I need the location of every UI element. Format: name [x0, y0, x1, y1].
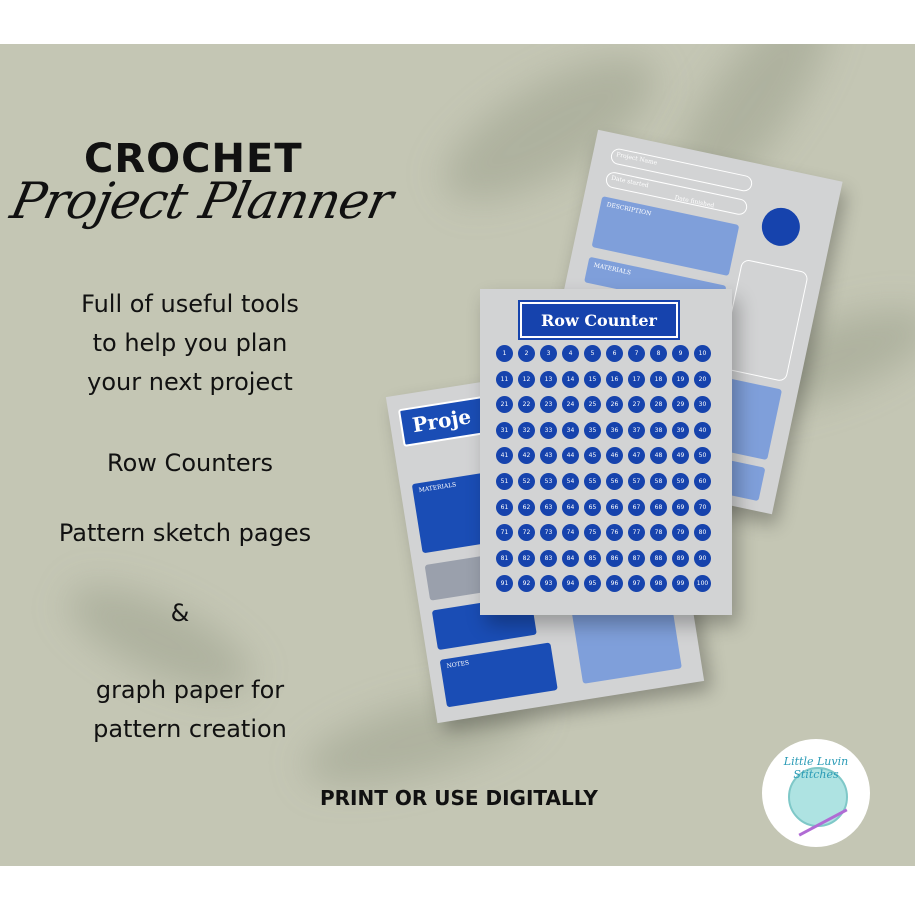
row-counter-dot: 8: [650, 345, 667, 362]
row-counter-dot: 13: [540, 371, 557, 388]
project-heading: Proje: [410, 404, 473, 438]
row-counter-dot: 25: [584, 396, 601, 413]
row-counter-dot: 18: [650, 371, 667, 388]
row-counter-dot: 30: [694, 396, 711, 413]
notes-block: [440, 642, 558, 707]
row-counter-dot: 53: [540, 473, 557, 490]
row-counter-dot: 29: [672, 396, 689, 413]
row-counter-dot: 66: [606, 499, 623, 516]
row-counter-dot: 32: [518, 422, 535, 439]
row-counter-dot: 31: [496, 422, 513, 439]
row-counter-dot: 78: [650, 524, 667, 541]
row-counter-dot: 74: [562, 524, 579, 541]
row-counter-dot: 43: [540, 447, 557, 464]
description-label: DESCRIPTION: [605, 201, 652, 218]
row-counter-dot: 84: [562, 550, 579, 567]
row-counter-dot: 17: [628, 371, 645, 388]
row-counter-dot: 4: [562, 345, 579, 362]
row-counter-dot: 51: [496, 473, 513, 490]
materials-label: MATERIALS: [593, 261, 632, 277]
row-counter-dot: 45: [584, 447, 601, 464]
row-counter-dot: 38: [650, 422, 667, 439]
headline-project-planner: Project Planner: [5, 172, 398, 230]
row-counter-dot: 99: [672, 575, 689, 592]
row-counter-dot: 50: [694, 447, 711, 464]
row-counter-dot: 44: [562, 447, 579, 464]
row-counter-dot: 76: [606, 524, 623, 541]
row-counter-dot: 36: [606, 422, 623, 439]
row-counter-dot: 16: [606, 371, 623, 388]
row-counter-dot: 3: [540, 345, 557, 362]
row-counter-dot: 28: [650, 396, 667, 413]
row-counter-dot: 83: [540, 550, 557, 567]
row-counter-dot: 5: [584, 345, 601, 362]
row-counter-dot: 91: [496, 575, 513, 592]
feature-intro-2: to help you plan: [92, 329, 288, 357]
row-counter-dot: 82: [518, 550, 535, 567]
row-counter-dot: 90: [694, 550, 711, 567]
row-counter-dot: 69: [672, 499, 689, 516]
row-counter-dot: 67: [628, 499, 645, 516]
row-counter-dot: 59: [672, 473, 689, 490]
row-counter-dot: 54: [562, 473, 579, 490]
feature-ampersand: &: [170, 599, 190, 627]
row-counter-dot: 49: [672, 447, 689, 464]
row-counter-dot: 94: [562, 575, 579, 592]
row-counter-dot: 63: [540, 499, 557, 516]
row-counter-dot: 65: [584, 499, 601, 516]
row-counter-dot: 47: [628, 447, 645, 464]
row-counter-dot: 58: [650, 473, 667, 490]
row-counter-dot: 95: [584, 575, 601, 592]
row-counter-dot: 100: [694, 575, 711, 592]
row-counter-dot: 41: [496, 447, 513, 464]
row-counter-dot: 21: [496, 396, 513, 413]
row-counter-dot: 61: [496, 499, 513, 516]
row-counter-dot: 12: [518, 371, 535, 388]
row-counter-dot: 92: [518, 575, 535, 592]
row-counter-dot: 79: [672, 524, 689, 541]
row-counter-dot: 70: [694, 499, 711, 516]
sample-box: [719, 259, 809, 383]
row-counter-dot: 93: [540, 575, 557, 592]
feature-intro-3: your next project: [87, 368, 293, 396]
row-counter-dot: 73: [540, 524, 557, 541]
headline-crochet: CROCHET: [84, 136, 303, 182]
row-counter-dot: 1: [496, 345, 513, 362]
row-counter-dot: 98: [650, 575, 667, 592]
row-counter-dot: 10: [694, 345, 711, 362]
row-counter-dot: 96: [606, 575, 623, 592]
feature-row-counters: Row Counters: [107, 449, 273, 477]
row-counter-dot: 60: [694, 473, 711, 490]
row-counter-dot: 86: [606, 550, 623, 567]
row-counter-dot: 77: [628, 524, 645, 541]
feature-intro-1: Full of useful tools: [81, 290, 299, 318]
row-counter-dot: 19: [672, 371, 689, 388]
row-counter-dot: 71: [496, 524, 513, 541]
row-counter-dot: 62: [518, 499, 535, 516]
row-counter-dot: 22: [518, 396, 535, 413]
row-counter-dot: 56: [606, 473, 623, 490]
row-counter-dot: 68: [650, 499, 667, 516]
row-counter-dot: 15: [584, 371, 601, 388]
row-counter-dot: 14: [562, 371, 579, 388]
row-counter-dot: 23: [540, 396, 557, 413]
row-counter-dot: 48: [650, 447, 667, 464]
row-counter-dot: 9: [672, 345, 689, 362]
row-counter-dot: 85: [584, 550, 601, 567]
row-counter-dot: 2: [518, 345, 535, 362]
row-counter-dot: 52: [518, 473, 535, 490]
row-counter-dot: 40: [694, 422, 711, 439]
row-counter-dot: 89: [672, 550, 689, 567]
row-counter-dot: 72: [518, 524, 535, 541]
row-counter-dot: 26: [606, 396, 623, 413]
feature-pattern-sketch: Pattern sketch pages: [58, 519, 312, 547]
feature-graph-paper-1: graph paper for: [95, 676, 285, 704]
row-counter-dot: 42: [518, 447, 535, 464]
row-counter-dot: 88: [650, 550, 667, 567]
row-counter-dot: 11: [496, 371, 513, 388]
row-counter-dot: 7: [628, 345, 645, 362]
promo-canvas: [0, 44, 915, 866]
row-counter-dot: 55: [584, 473, 601, 490]
little-luvin-stitches-logo: [762, 739, 870, 847]
row-counter-dot: 35: [584, 422, 601, 439]
row-counter-dot: 39: [672, 422, 689, 439]
row-counter-dot: 34: [562, 422, 579, 439]
project-name-label: Project Name: [615, 151, 658, 167]
row-counter-dot: 27: [628, 396, 645, 413]
feature-graph-paper-2: pattern creation: [93, 715, 287, 743]
cta-print-digital: PRINT OR USE DIGITALLY: [320, 786, 598, 810]
date-finished-label: Date finished: [673, 194, 715, 210]
row-counter-dot: 75: [584, 524, 601, 541]
row-counter-dot: 20: [694, 371, 711, 388]
row-counter-dot: 24: [562, 396, 579, 413]
row-counter-dot: 80: [694, 524, 711, 541]
row-counter-dot: 6: [606, 345, 623, 362]
row-counter-dot: 81: [496, 550, 513, 567]
row-counter-dot: 57: [628, 473, 645, 490]
row-counter-dot: 64: [562, 499, 579, 516]
materials-block-label: MATERIALS: [418, 481, 457, 495]
notes-block-label: NOTES: [446, 659, 470, 670]
row-counter-dot: 97: [628, 575, 645, 592]
row-counter-page: [480, 289, 732, 615]
yarn-ball-icon: [758, 204, 803, 249]
row-counter-title: Row Counter: [520, 302, 678, 338]
logo-text: Little Luvin Stitches: [783, 755, 849, 781]
row-counter-dot: 37: [628, 422, 645, 439]
date-started-label: Date started: [610, 174, 650, 190]
row-counter-dot: 87: [628, 550, 645, 567]
row-counter-dot: 33: [540, 422, 557, 439]
row-counter-dot: 46: [606, 447, 623, 464]
